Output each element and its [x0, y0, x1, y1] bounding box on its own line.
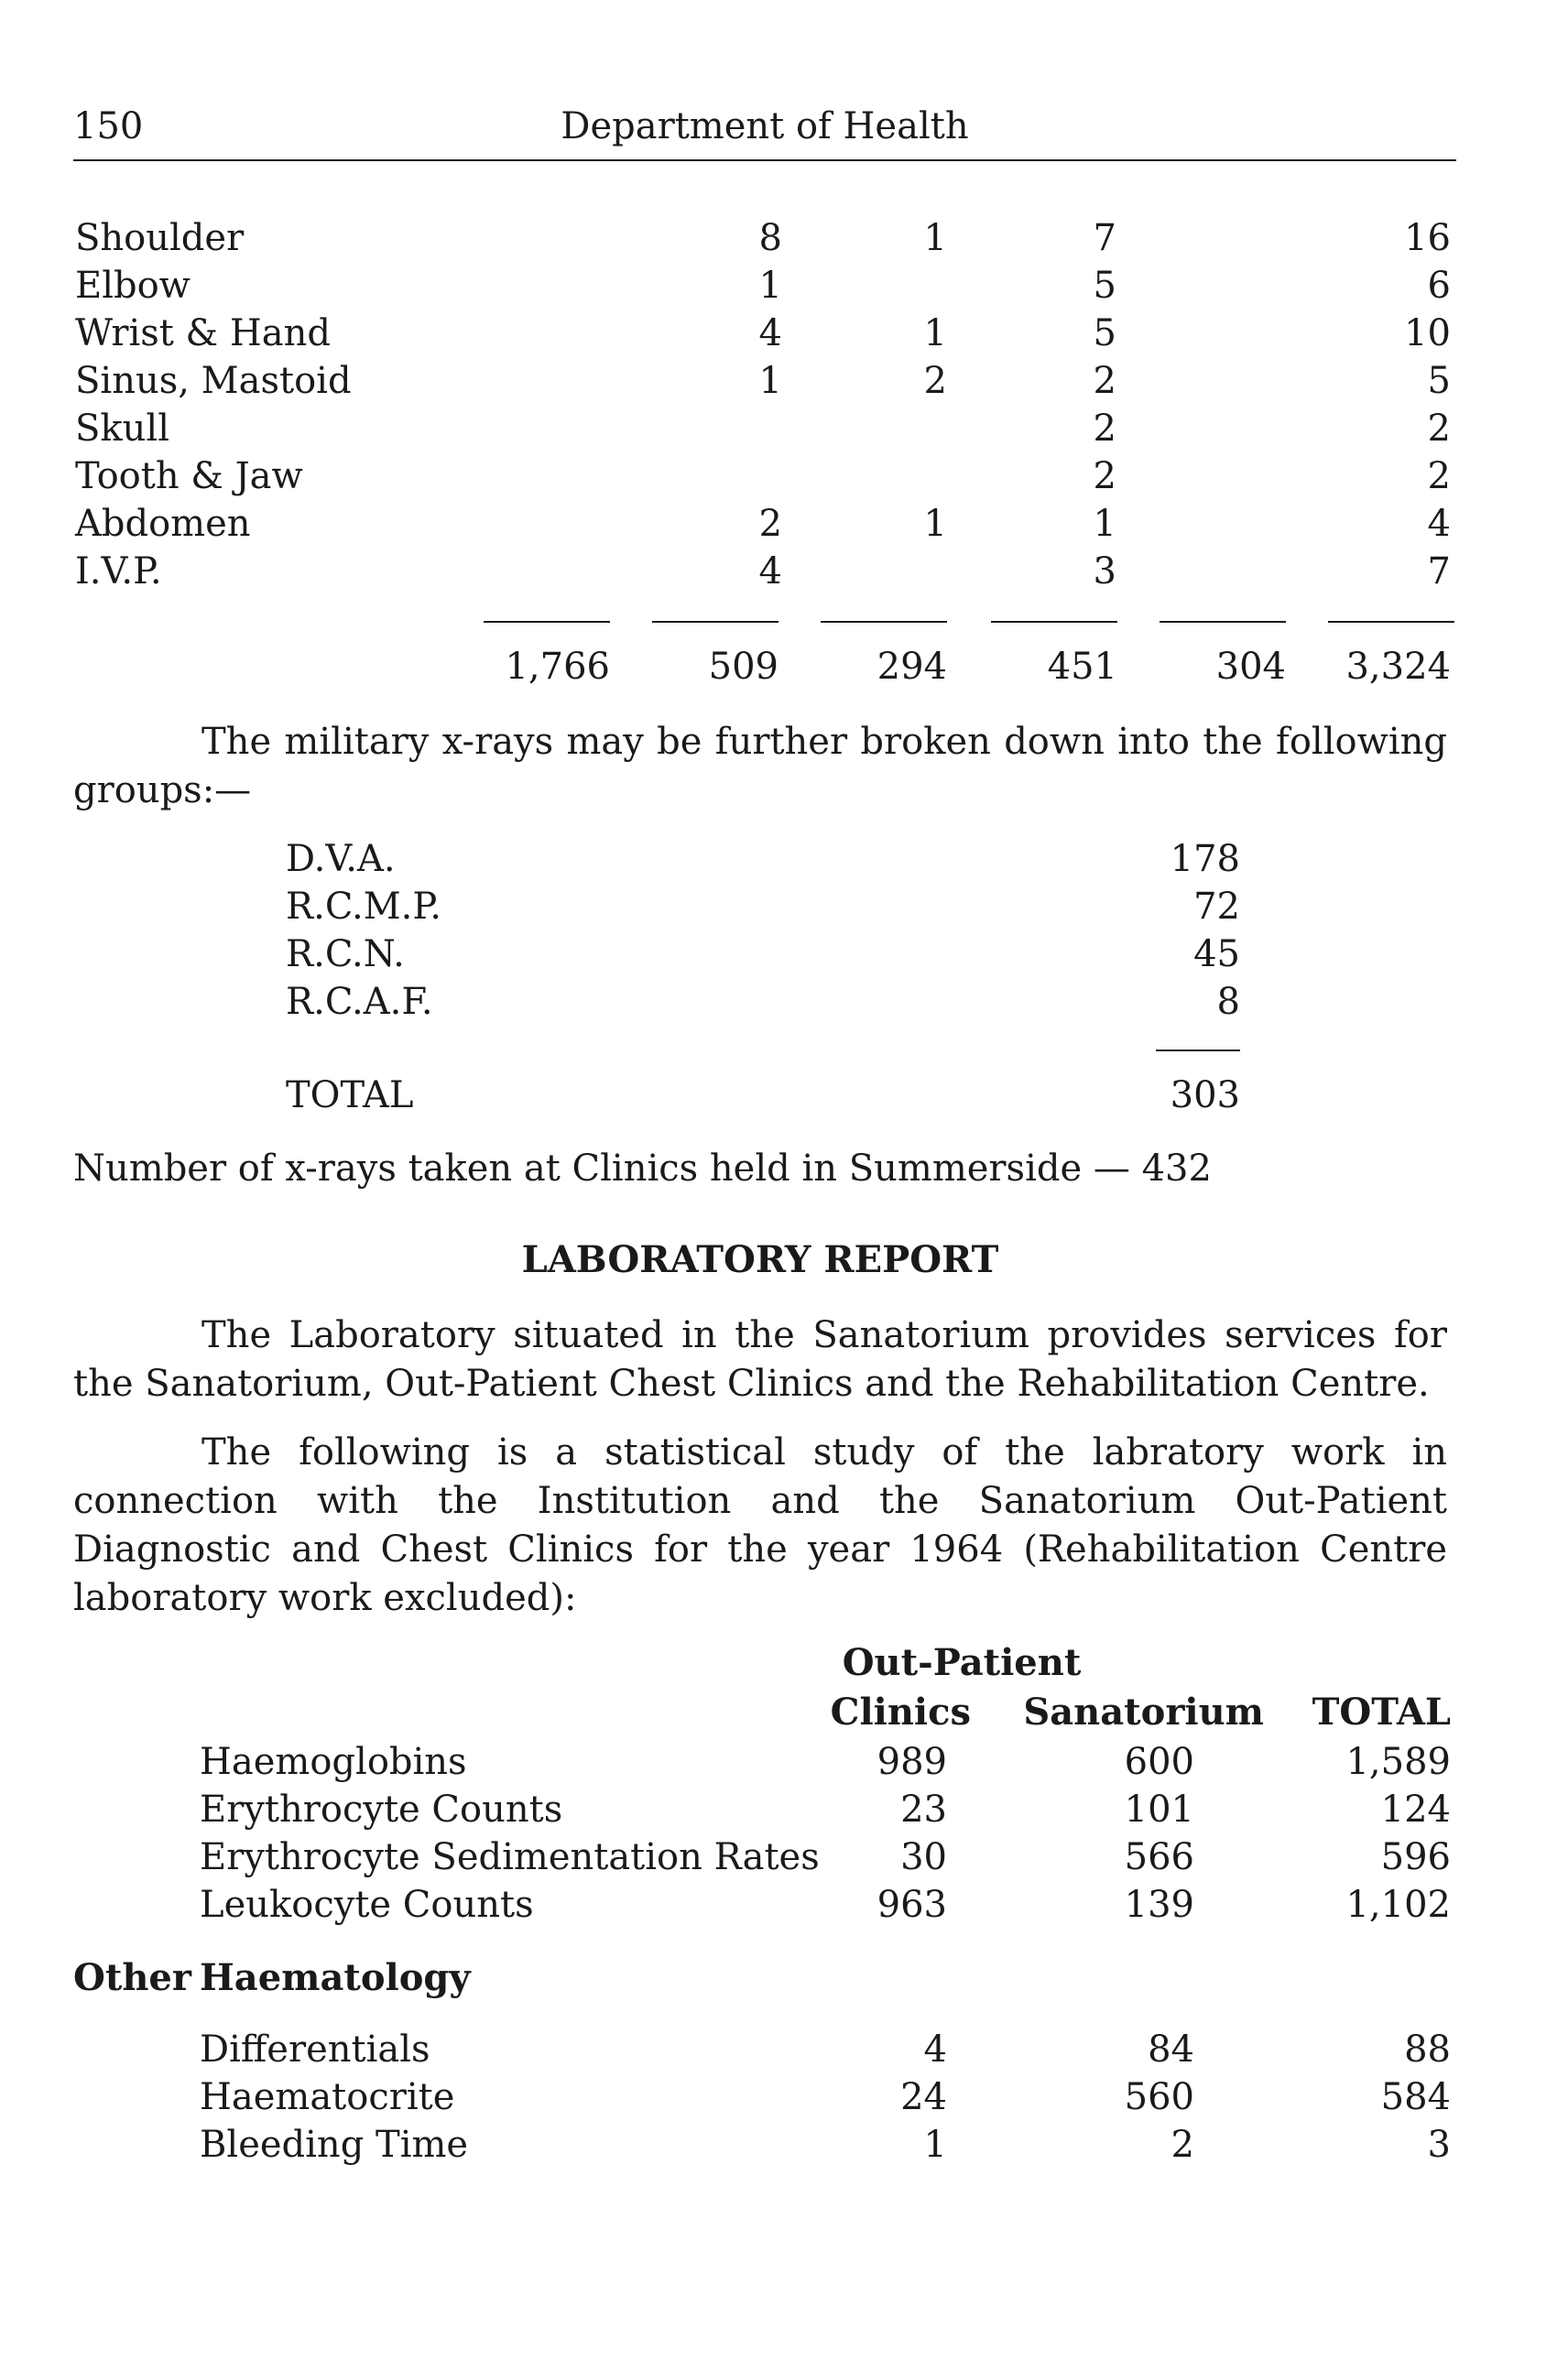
- row-label: Erythrocyte Counts: [200, 1789, 563, 1831]
- row-cell: 88: [1404, 2028, 1451, 2071]
- row-cell: 1,589: [1345, 1741, 1451, 1783]
- row-cell: 4: [1427, 503, 1451, 545]
- row-cell: 1: [923, 2124, 947, 2166]
- col-header-total: TOTAL: [1312, 1691, 1451, 1734]
- row-label: I.V.P.: [75, 550, 162, 593]
- row-label: Tooth & Jaw: [75, 455, 303, 497]
- row-cell: 4: [923, 2028, 947, 2071]
- row-cell: 1: [923, 312, 947, 354]
- military-value: 178: [1170, 838, 1240, 880]
- row-cell: 6: [1427, 265, 1451, 307]
- row-cell: 1: [758, 360, 782, 402]
- total-cell: 294: [877, 646, 947, 688]
- row-cell: 1: [1093, 503, 1116, 545]
- military-label: R.C.N.: [286, 933, 405, 975]
- lab-paragraph-2: The following is a statistical study of the labratory work in connection with the Institution and the Sanatorium Out-Patient Diagnostic and Chest Clinics for the year 1964 (Rehabilitation Centre laboratory work excluded):: [73, 1431, 1447, 1619]
- military-total-label: TOTAL: [286, 1074, 414, 1116]
- military-value: 45: [1193, 933, 1240, 975]
- row-label: Skull: [75, 408, 169, 450]
- row-label: Haematocrite: [200, 2076, 455, 2118]
- row-cell: 24: [900, 2076, 947, 2118]
- total-cell: 509: [708, 646, 779, 688]
- military-total-rule: [1156, 1050, 1240, 1051]
- row-cell: 584: [1380, 2076, 1451, 2118]
- row-label: Shoulder: [75, 217, 245, 259]
- row-cell: 2: [1093, 360, 1116, 402]
- row-cell: 989: [877, 1741, 947, 1783]
- row-cell: 4: [758, 312, 782, 354]
- row-cell: 566: [1124, 1836, 1194, 1878]
- summerside-line: Number of x-rays taken at Clinics held in Summerside — 432: [73, 1147, 1212, 1190]
- row-cell: 8: [758, 217, 782, 259]
- row-label: Leukocyte Counts: [200, 1884, 534, 1926]
- col-header-clinics: Clinics: [830, 1691, 971, 1734]
- row-cell: 3: [1427, 2124, 1451, 2166]
- other-heading: Haematology: [200, 1956, 471, 1999]
- row-cell: 23: [900, 1789, 947, 1831]
- row-cell: 139: [1124, 1884, 1194, 1926]
- row-cell: 7: [1093, 217, 1116, 259]
- row-cell: 7: [1427, 550, 1451, 593]
- row-cell: 560: [1124, 2076, 1194, 2118]
- total-cell: 3,324: [1345, 646, 1451, 688]
- page-number: 150: [73, 105, 144, 147]
- row-label: Erythrocyte Sedimentation Rates: [200, 1836, 820, 1878]
- row-cell: 2: [1427, 455, 1451, 497]
- total-rule: [991, 621, 1117, 623]
- row-cell: 1: [923, 217, 947, 259]
- row-cell: 1,102: [1345, 1884, 1451, 1926]
- total-rule: [1160, 621, 1286, 623]
- other-prefix: Other: [73, 1956, 191, 1999]
- row-cell: 2: [1093, 455, 1116, 497]
- total-rule: [821, 621, 947, 623]
- row-cell: 1: [923, 503, 947, 545]
- row-cell: 5: [1427, 360, 1451, 402]
- military-total-value: 303: [1170, 1074, 1240, 1116]
- row-cell: 2: [1427, 408, 1451, 450]
- total-cell: 451: [1047, 646, 1117, 688]
- row-cell: 16: [1404, 217, 1451, 259]
- row-label: Bleeding Time: [200, 2124, 469, 2166]
- row-label: Sinus, Mastoid: [75, 360, 352, 402]
- row-cell: 596: [1380, 1836, 1451, 1878]
- col-header-sanatorium: Sanatorium: [1023, 1691, 1264, 1734]
- row-label: Wrist & Hand: [75, 312, 331, 354]
- row-label: Differentials: [200, 2028, 430, 2071]
- row-cell: 3: [1093, 550, 1116, 593]
- row-cell: 4: [758, 550, 782, 593]
- military-value: 72: [1193, 886, 1240, 928]
- row-cell: 2: [1093, 408, 1116, 450]
- row-cell: 124: [1380, 1789, 1451, 1831]
- row-cell: 30: [900, 1836, 947, 1878]
- row-cell: 5: [1093, 312, 1116, 354]
- row-cell: 600: [1124, 1741, 1194, 1783]
- total-rule: [484, 621, 610, 623]
- header-rule: [73, 159, 1456, 161]
- lab-paragraph-1: The Laboratory situated in the Sanatorium provides services for the Sanatorium, Out-Patient Chest Clinics and the Rehabilitation Centre.: [73, 1314, 1447, 1405]
- military-label: D.V.A.: [286, 838, 396, 880]
- row-cell: 1: [758, 265, 782, 307]
- total-rule: [1328, 621, 1454, 623]
- row-label: Haemoglobins: [200, 1741, 467, 1783]
- row-cell: 2: [1171, 2124, 1194, 2166]
- total-rule: [652, 621, 779, 623]
- page-title: Department of Health: [561, 105, 969, 147]
- lab-heading: LABORATORY REPORT: [521, 1238, 999, 1281]
- row-cell: 2: [758, 503, 782, 545]
- row-label: Abdomen: [75, 503, 251, 545]
- row-cell: 101: [1124, 1789, 1194, 1831]
- military-intro: The military x-rays may be further broken down into the following groups:—: [73, 721, 1447, 811]
- row-cell: 963: [877, 1884, 947, 1926]
- total-cell: 1,766: [505, 646, 610, 688]
- row-cell: 84: [1148, 2028, 1194, 2071]
- row-cell: 5: [1093, 265, 1116, 307]
- row-label: Elbow: [75, 265, 191, 307]
- military-label: R.C.M.P.: [286, 886, 441, 928]
- col-header-out-patient: Out-Patient: [842, 1641, 1082, 1684]
- row-cell: 2: [923, 360, 947, 402]
- military-value: 8: [1216, 981, 1240, 1023]
- military-label: R.C.A.F.: [286, 981, 433, 1023]
- row-cell: 10: [1404, 312, 1451, 354]
- total-cell: 304: [1215, 646, 1286, 688]
